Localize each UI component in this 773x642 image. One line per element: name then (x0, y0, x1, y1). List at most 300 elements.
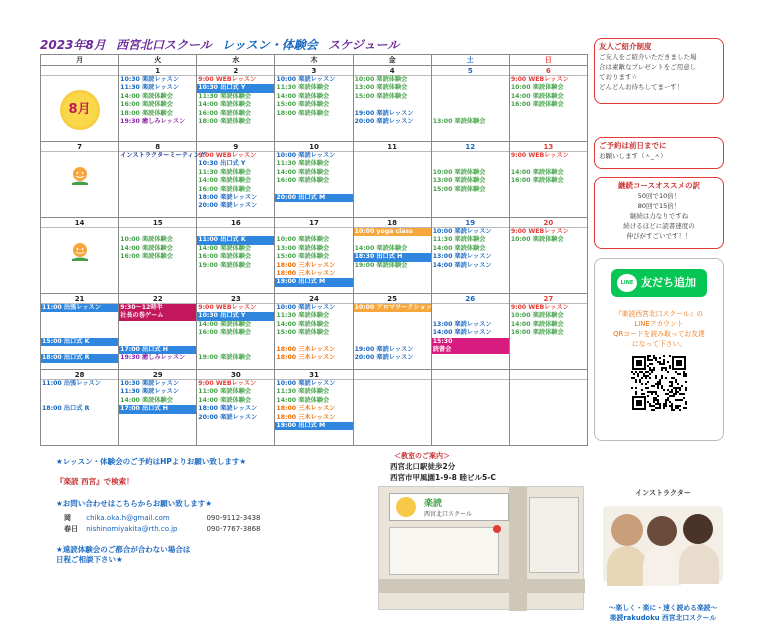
day-number: 20 (510, 218, 587, 228)
event-item (510, 160, 587, 168)
title-lesson: レッスン・体験会 (221, 38, 318, 52)
event-item[interactable]: 10:00 楽読レッスン (276, 152, 336, 159)
event-item[interactable]: 16:00 楽読体験会 (510, 329, 564, 337)
event-item (432, 76, 509, 84)
calendar-day-cell[interactable] (353, 218, 431, 294)
event-item[interactable]: 10:00 楽読体験会 (510, 84, 564, 92)
event-item[interactable]: 16:00 楽読体験会 (198, 253, 252, 261)
access-section (378, 451, 584, 610)
logo-icon (396, 497, 416, 517)
event-item[interactable]: 10:30 出口式 Y (198, 160, 246, 168)
event-item[interactable]: 14:00 楽読レッスン (432, 261, 492, 269)
day-number: 30 (197, 370, 274, 380)
event-item[interactable]: 16:00 楽読体験会 (198, 329, 252, 337)
event-item[interactable]: 14:00 楽読体験会 (276, 168, 330, 176)
event-item[interactable]: 11:00 出張レッスン (41, 304, 118, 312)
weekday-4: 金 (353, 55, 431, 66)
event-item (275, 338, 352, 346)
event-item[interactable]: 読書会 (432, 346, 509, 354)
contact-list (56, 513, 261, 535)
event-item[interactable]: 9:00 WEBレッスン (198, 304, 257, 311)
line-text-line: 『楽読西宮北口スクール』の (614, 310, 704, 318)
event-item (119, 329, 196, 337)
event-item (41, 312, 118, 320)
event-item[interactable]: 19:00 出口式 M (275, 422, 352, 430)
calendar-body (41, 66, 588, 446)
weekday-0: 月 (41, 55, 119, 66)
calendar-week (41, 218, 588, 294)
rakudoku-logo-icon (41, 166, 118, 196)
event-item[interactable]: 13:00 楽読体験会 (432, 177, 486, 185)
event-item[interactable]: 10:00 楽読体験会 (276, 236, 330, 244)
instructor-1-avatar (611, 514, 643, 546)
calendar-day-cell[interactable] (275, 370, 353, 446)
title-school: 西宮北口スクール (115, 38, 212, 52)
day-number: 31 (275, 370, 352, 380)
day-number: 9 (197, 142, 274, 152)
day-number: 29 (119, 370, 196, 380)
event-item (432, 110, 509, 118)
event-item[interactable]: 10:00 楽読体験会 (510, 312, 564, 320)
contact-phone[interactable]: 090-9112-3438 (206, 514, 261, 522)
calendar-day-cell[interactable] (353, 294, 439, 370)
event-item[interactable]: 11:30 楽読体験会 (276, 388, 330, 396)
event-item[interactable]: 18:00 三木レッスン (276, 261, 336, 269)
day-number (41, 66, 118, 76)
instructor-section (596, 488, 730, 582)
event-item[interactable]: 16:00 楽読体験会 (510, 177, 564, 185)
event-item[interactable]: 10:00 楽読体験会 (510, 236, 564, 244)
event-item[interactable]: 14:00 楽読体験会 (198, 101, 252, 109)
event-item[interactable]: 10:00 楽読体験会 (120, 236, 173, 244)
map-school-name: 西宮北口スクール (424, 511, 472, 518)
event-item (275, 186, 352, 194)
event-item[interactable]: 13:00 楽読レッスン (432, 320, 492, 328)
month-badge-label: 8月 (68, 102, 91, 117)
event-item[interactable]: 14:00 楽読体験会 (510, 168, 564, 176)
reserve-line: お願いします（ㅅ_ㅅ） (599, 152, 667, 160)
calendar-week (41, 142, 588, 218)
calendar-day-cell[interactable] (509, 218, 587, 294)
map-logo-box (389, 493, 509, 521)
event-item[interactable]: 14:00 楽読体験会 (120, 396, 173, 404)
day-number: 14 (41, 218, 118, 228)
calendar-day-cell[interactable] (353, 142, 431, 218)
event-item[interactable]: 18:00 楽読レッスン (198, 194, 258, 202)
search-note: 『楽読 西宮』で検索！ (56, 477, 134, 486)
day-number: 8 (119, 142, 196, 152)
day-number: 5 (432, 66, 509, 76)
event-item[interactable]: 10:00 アロマワークショップ (354, 304, 439, 311)
event-item[interactable]: 10:30 出口式 Y (197, 312, 274, 320)
event-item[interactable]: 15:30 (432, 338, 509, 346)
contact-phone[interactable]: 090-7767-3868 (206, 525, 261, 533)
event-item[interactable]: 9:00 WEBレッスン (198, 76, 257, 83)
event-item[interactable]: 19:30 癒しみレッスン (120, 354, 186, 362)
day-number: 27 (510, 294, 587, 304)
day-number: 25 (354, 294, 431, 304)
event-item[interactable]: 18:00 三木レッスン (276, 270, 336, 278)
event-item (432, 93, 509, 101)
day-number: 2 (197, 66, 274, 76)
event-item (354, 101, 431, 109)
event-item[interactable]: 10:00 楽読レッスン (432, 228, 492, 235)
event-item[interactable]: 11:30 楽読レッスン (120, 388, 180, 396)
calendar-day-cell[interactable] (509, 370, 587, 446)
event-item (432, 152, 509, 160)
day-number: 21 (41, 294, 118, 304)
calendar-day-cell[interactable] (509, 294, 587, 370)
event-item[interactable]: 14:00 楽読体験会 (120, 244, 173, 252)
event-item[interactable]: 16:00 楽読体験会 (120, 253, 173, 261)
event-item[interactable]: 11:30 楽読体験会 (198, 92, 252, 100)
line-text-line: になって下さい。 (631, 340, 687, 348)
contact-note: ★お問い合わせはこちらからお願い致します★ (56, 499, 212, 508)
referral-box (594, 38, 724, 104)
event-item[interactable]: 11:30 楽読体験会 (276, 312, 330, 320)
event-item (354, 236, 431, 244)
event-item[interactable]: 10:00 楽読レッスン (276, 76, 336, 83)
map-road (379, 579, 585, 593)
calendar-week (41, 370, 588, 446)
event-item (41, 321, 118, 329)
calendar-day-cell[interactable] (431, 66, 509, 142)
referral-line: ております☆ (599, 73, 638, 81)
day-number: 12 (432, 142, 509, 152)
event-item (432, 101, 509, 109)
event-item[interactable]: インストラクターミーティング (120, 152, 206, 159)
access-line1: 西宮北口駅徒歩2分 (390, 462, 456, 471)
contact-name: 春日 (64, 525, 78, 533)
day-number: 3 (275, 66, 352, 76)
event-item[interactable]: 14:00 楽読体験会 (198, 244, 252, 252)
calendar-week (41, 66, 588, 142)
event-item[interactable]: 20:00 楽読レッスン (198, 202, 258, 210)
calendar-day-cell[interactable] (197, 370, 275, 446)
event-item[interactable]: 19:00 楽読レッスン (354, 346, 414, 354)
weekday-2: 水 (197, 55, 275, 66)
event-item[interactable]: 17:00 出口式 H (119, 405, 196, 413)
event-item[interactable]: 9:30〜12時半 (119, 304, 196, 312)
calendar-day-cell[interactable] (353, 66, 431, 142)
tagline (596, 602, 730, 622)
day-number: 28 (41, 370, 118, 380)
contact-section (56, 457, 261, 565)
event-item[interactable]: 16:00 楽読体験会 (198, 185, 252, 193)
calendar-day-cell[interactable] (275, 218, 353, 294)
map-building (389, 527, 499, 575)
calendar-day-cell[interactable] (41, 142, 119, 218)
event-item[interactable]: 14:00 楽読レッスン (432, 329, 492, 337)
schedule-note-2: 日程ご相談下さい★ (56, 555, 123, 564)
event-item[interactable]: 10:00 楽読体験会 (432, 168, 486, 176)
calendar-day-cell[interactable] (119, 294, 197, 370)
event-item (432, 160, 509, 168)
event-item[interactable]: 13:00 楽読レッスン (432, 253, 492, 261)
event-item[interactable]: 18:00 楽読体験会 (120, 109, 173, 117)
event-item (41, 388, 118, 396)
access-map[interactable] (378, 486, 584, 610)
event-item (432, 312, 509, 320)
event-item[interactable]: 10:30 出口式 Y (197, 84, 274, 92)
calendar-day-cell[interactable] (509, 142, 587, 218)
event-item[interactable]: 社長の巻ゲーム (119, 312, 196, 320)
calendar-table (40, 54, 588, 446)
event-item[interactable]: 18:00 三木レッスン (276, 405, 336, 413)
event-item (354, 338, 431, 346)
event-item[interactable]: 18:00 楽読体験会 (276, 109, 330, 117)
referral-title: 友人ご紹介制度 (599, 42, 652, 51)
event-item (41, 329, 118, 337)
line-text-line: QRコードを読み取ってお友達 (613, 330, 705, 338)
event-item[interactable]: 11:30 楽読体験会 (432, 236, 486, 244)
map-building (529, 497, 579, 573)
day-number: 11 (354, 142, 431, 152)
event-item[interactable]: 17:00 出口式 H (119, 346, 196, 354)
event-item[interactable]: 16:00 楽読体験会 (198, 109, 252, 117)
event-item[interactable]: 15:00 楽読体験会 (432, 185, 486, 193)
event-item[interactable]: 10:30 楽読レッスン (120, 380, 180, 387)
month-badge (60, 90, 100, 130)
instructor-photo (603, 506, 723, 582)
event-item[interactable]: 14:00 楽読体験会 (432, 244, 486, 252)
day-number: 26 (432, 294, 509, 304)
calendar-day-cell[interactable] (275, 142, 353, 218)
event-item[interactable]: 20:00 出口式 M (275, 194, 352, 202)
event-item[interactable]: 14:00 楽読体験会 (510, 92, 564, 100)
day-number: 18 (354, 218, 431, 228)
day-number: 17 (275, 218, 352, 228)
event-item[interactable]: 10:00 楽読レッスン (276, 380, 336, 387)
course-line: 50回で10倍！ (637, 192, 681, 200)
calendar-day-cell[interactable] (275, 66, 353, 142)
event-item[interactable]: 15:00 楽読体験会 (276, 329, 330, 337)
calendar-day-cell[interactable] (197, 294, 275, 370)
contact-row (56, 524, 261, 535)
day-number: 23 (197, 294, 274, 304)
event-item[interactable]: 14:00 楽読体験会 (276, 320, 330, 328)
weekday-6: 日 (509, 55, 587, 66)
schedule-note: ★遠読体験会のご都合が合わない場合は (56, 545, 191, 554)
event-item[interactable]: 20:00 楽読レッスン (354, 118, 414, 126)
contact-email[interactable]: nishinomiyakita@rth.co.jp (86, 525, 178, 533)
course-title: 継続コースオススメの訳 (617, 181, 701, 190)
event-item[interactable]: 13:00 楽読体験会 (432, 118, 486, 126)
calendar-day-cell[interactable] (431, 294, 509, 370)
calendar-day-cell[interactable] (197, 142, 275, 218)
referral-line: どんどんお待ちしてまーす！ (599, 83, 684, 91)
title-month: 2023年8月 (40, 38, 106, 52)
event-item (354, 329, 431, 337)
calendar-day-cell[interactable] (431, 370, 509, 446)
event-item[interactable]: 14:00 楽読体験会 (354, 244, 408, 252)
day-number: 22 (119, 294, 196, 304)
calendar-day-cell[interactable] (197, 66, 275, 142)
event-item[interactable]: 10:30 楽読レッスン (120, 76, 180, 83)
event-item[interactable]: 18:00 出口式 R (41, 354, 118, 362)
event-item[interactable]: 18:00 楽読レッスン (198, 405, 258, 413)
weekday-1: 火 (119, 55, 197, 66)
event-item (432, 84, 509, 92)
line-text (599, 309, 719, 349)
weekday-header (41, 55, 588, 66)
event-item[interactable]: 19:00 出口式 M (275, 278, 352, 286)
event-item[interactable]: 15:00 楽読体験会 (276, 101, 330, 109)
event-item[interactable]: 18:00 三木レッスン (276, 346, 336, 354)
tagline-1: 〜楽しく・楽に・速く読める楽読〜 (608, 604, 718, 612)
event-item[interactable]: 19:00 楽読体験会 (198, 354, 252, 362)
event-item[interactable]: 19:00 楽読レッスン (354, 109, 414, 117)
event-item[interactable]: 9:00 WEBレッスン (510, 304, 569, 311)
day-number: 15 (119, 218, 196, 228)
course-box (594, 177, 724, 249)
event-item[interactable]: 11:30 楽読体験会 (198, 168, 252, 176)
event-item[interactable]: 16:00 楽読体験会 (510, 101, 564, 109)
qr-code-icon[interactable] (631, 355, 687, 411)
event-item[interactable]: 14:00 楽読体験会 (198, 177, 252, 185)
reserve-note: ★レッスン・体験会のご予約はHPよりお願い致します★ (56, 457, 247, 466)
calendar-day-cell[interactable] (119, 142, 206, 218)
event-item[interactable]: 9:00 WEBレッスン (198, 380, 257, 387)
event-item[interactable]: 14:00 楽読体験会 (276, 396, 330, 404)
line-box (594, 258, 724, 441)
title-schedule: スケジュール (327, 38, 400, 52)
day-number: 13 (510, 142, 587, 152)
event-item[interactable]: 9:00 WEBレッスン (510, 76, 569, 83)
access-line2: 西宮市甲風園1-9-8 睦ビル5-C (390, 473, 496, 482)
access-heading: ＜教室のご案内＞ (394, 452, 450, 460)
course-line: 継続は力なりですね (629, 212, 689, 220)
event-item[interactable]: 16:00 楽読体験会 (276, 177, 330, 185)
contact-email[interactable]: chika.oka.h@gmail.com (86, 514, 170, 522)
map-pin-icon (493, 525, 501, 533)
event-item[interactable]: 14:00 楽読体験会 (510, 320, 564, 328)
event-item (119, 321, 196, 329)
day-number: 7 (41, 142, 118, 152)
line-button-label: 友だち追加 (641, 276, 696, 289)
calendar-day-cell[interactable] (431, 218, 509, 294)
event-item (432, 304, 509, 312)
event-item[interactable]: 10:00 楽読レッスン (276, 304, 336, 311)
event-item[interactable]: 18:00 出口式 R (42, 405, 90, 413)
event-item[interactable]: 11:00 出張レッスン (42, 380, 101, 387)
instructor-label: インストラクター (635, 489, 691, 497)
event-item[interactable]: 18:00 三木レッスン (276, 413, 336, 421)
line-add-friend-button[interactable] (611, 269, 707, 297)
calendar-day-cell[interactable] (119, 370, 197, 446)
event-item[interactable]: 18:00 楽読体験会 (198, 118, 252, 126)
line-text-line: LINEアカウント (634, 320, 684, 328)
calendar-day-cell[interactable] (353, 370, 431, 446)
calendar-week (41, 294, 588, 370)
event-item[interactable]: 13:00 楽読体験会 (354, 84, 408, 92)
course-line: 伸びがすごいです！！ (626, 232, 692, 240)
day-number: 16 (197, 218, 274, 228)
rakudoku-logo-icon (41, 242, 118, 272)
course-line: 80回で15倍！ (637, 202, 681, 210)
event-item[interactable]: 19:00 楽読体験会 (198, 261, 252, 269)
reserve-title: ご予約は前日までに (599, 141, 667, 150)
event-item (41, 397, 118, 405)
calendar-day-cell[interactable] (41, 218, 119, 294)
calendar-day-cell[interactable] (41, 370, 119, 446)
day-number (432, 370, 509, 380)
event-item (197, 338, 274, 346)
weekday-5: 土 (431, 55, 509, 66)
day-number: 4 (354, 66, 431, 76)
calendar-day-cell[interactable] (119, 66, 197, 142)
event-item[interactable]: 11:30 楽読体験会 (276, 84, 330, 92)
event-item (119, 338, 196, 346)
event-item (354, 321, 431, 329)
event-item[interactable]: 11:00 楽読体験会 (198, 388, 252, 396)
calendar-day-cell[interactable] (509, 66, 587, 142)
calendar-day-cell[interactable] (41, 66, 119, 142)
event-item[interactable]: 9:00 WEBレッスン (510, 228, 569, 235)
event-item[interactable]: 15:00 出口式 K (41, 338, 118, 346)
event-item[interactable]: 15:00 楽読体験会 (354, 92, 408, 100)
line-logo-icon: LINE (617, 274, 637, 292)
event-item[interactable]: 14:00 楽読体験会 (120, 92, 173, 100)
event-item[interactable]: 18:30 出口式 H (354, 253, 431, 261)
event-item[interactable]: 9:00 WEBレッスン (198, 152, 257, 159)
calendar-day-cell[interactable] (275, 294, 353, 370)
calendar-day-cell[interactable] (197, 218, 275, 294)
calendar-day-cell[interactable] (41, 294, 119, 370)
weekday-3: 木 (275, 55, 353, 66)
event-item[interactable]: 11:30 楽読レッスン (120, 84, 180, 92)
event-item[interactable]: 10:00 yoga class (354, 228, 431, 236)
event-item[interactable]: 13:00 楽読体験会 (276, 244, 330, 252)
event-item[interactable]: 11:00 出口式 K (197, 236, 274, 244)
instructor-2-avatar (647, 516, 677, 546)
calendar-day-cell[interactable] (119, 218, 197, 294)
event-item[interactable]: 19:00 楽読体験会 (354, 261, 408, 269)
instructor-2-body (643, 546, 681, 586)
day-number: 24 (275, 294, 352, 304)
calendar-day-cell[interactable] (431, 142, 509, 218)
referral-line: 合は素敵なプレゼントをご用意し (599, 63, 697, 71)
event-item[interactable]: 14:00 楽読体験会 (276, 92, 330, 100)
map-logo-text: 楽読 (424, 499, 443, 509)
tagline-2: 楽読rakudoku 西宮北口スクール (609, 614, 717, 622)
instructor-3-body (679, 544, 719, 584)
day-number: 10 (275, 142, 352, 152)
event-item[interactable]: 18:00 三木レッスン (276, 354, 336, 362)
contact-name: 岡 (64, 514, 71, 522)
event-item[interactable]: 14:00 楽読体験会 (198, 396, 252, 404)
event-item[interactable]: 20:00 楽読レッスン (198, 413, 258, 421)
event-item[interactable]: 16:00 楽読体験会 (120, 101, 173, 109)
event-item[interactable]: 19:30 癒しみレッスン (120, 118, 186, 126)
day-number (510, 370, 587, 380)
event-item[interactable]: 15:00 楽読体験会 (276, 253, 330, 261)
event-item[interactable]: 9:00 WEBレッスン (510, 152, 569, 159)
day-number: 6 (510, 66, 587, 76)
event-item (354, 312, 431, 320)
course-line: 続けるほどに読書速度の (623, 222, 695, 230)
event-item[interactable]: 20:00 楽読レッスン (354, 354, 414, 362)
instructor-3-avatar (683, 514, 713, 544)
reserve-box (594, 137, 724, 169)
day-number: 1 (119, 66, 196, 76)
referral-line: ご友人をご紹介いただきました場 (599, 53, 697, 61)
event-item[interactable]: 11:30 楽読体験会 (276, 160, 330, 168)
event-item[interactable]: 14:00 楽読体験会 (198, 320, 252, 328)
page-title (40, 36, 405, 53)
instructor-1-body (607, 546, 647, 586)
event-item[interactable]: 10:00 楽読体験会 (354, 76, 408, 83)
